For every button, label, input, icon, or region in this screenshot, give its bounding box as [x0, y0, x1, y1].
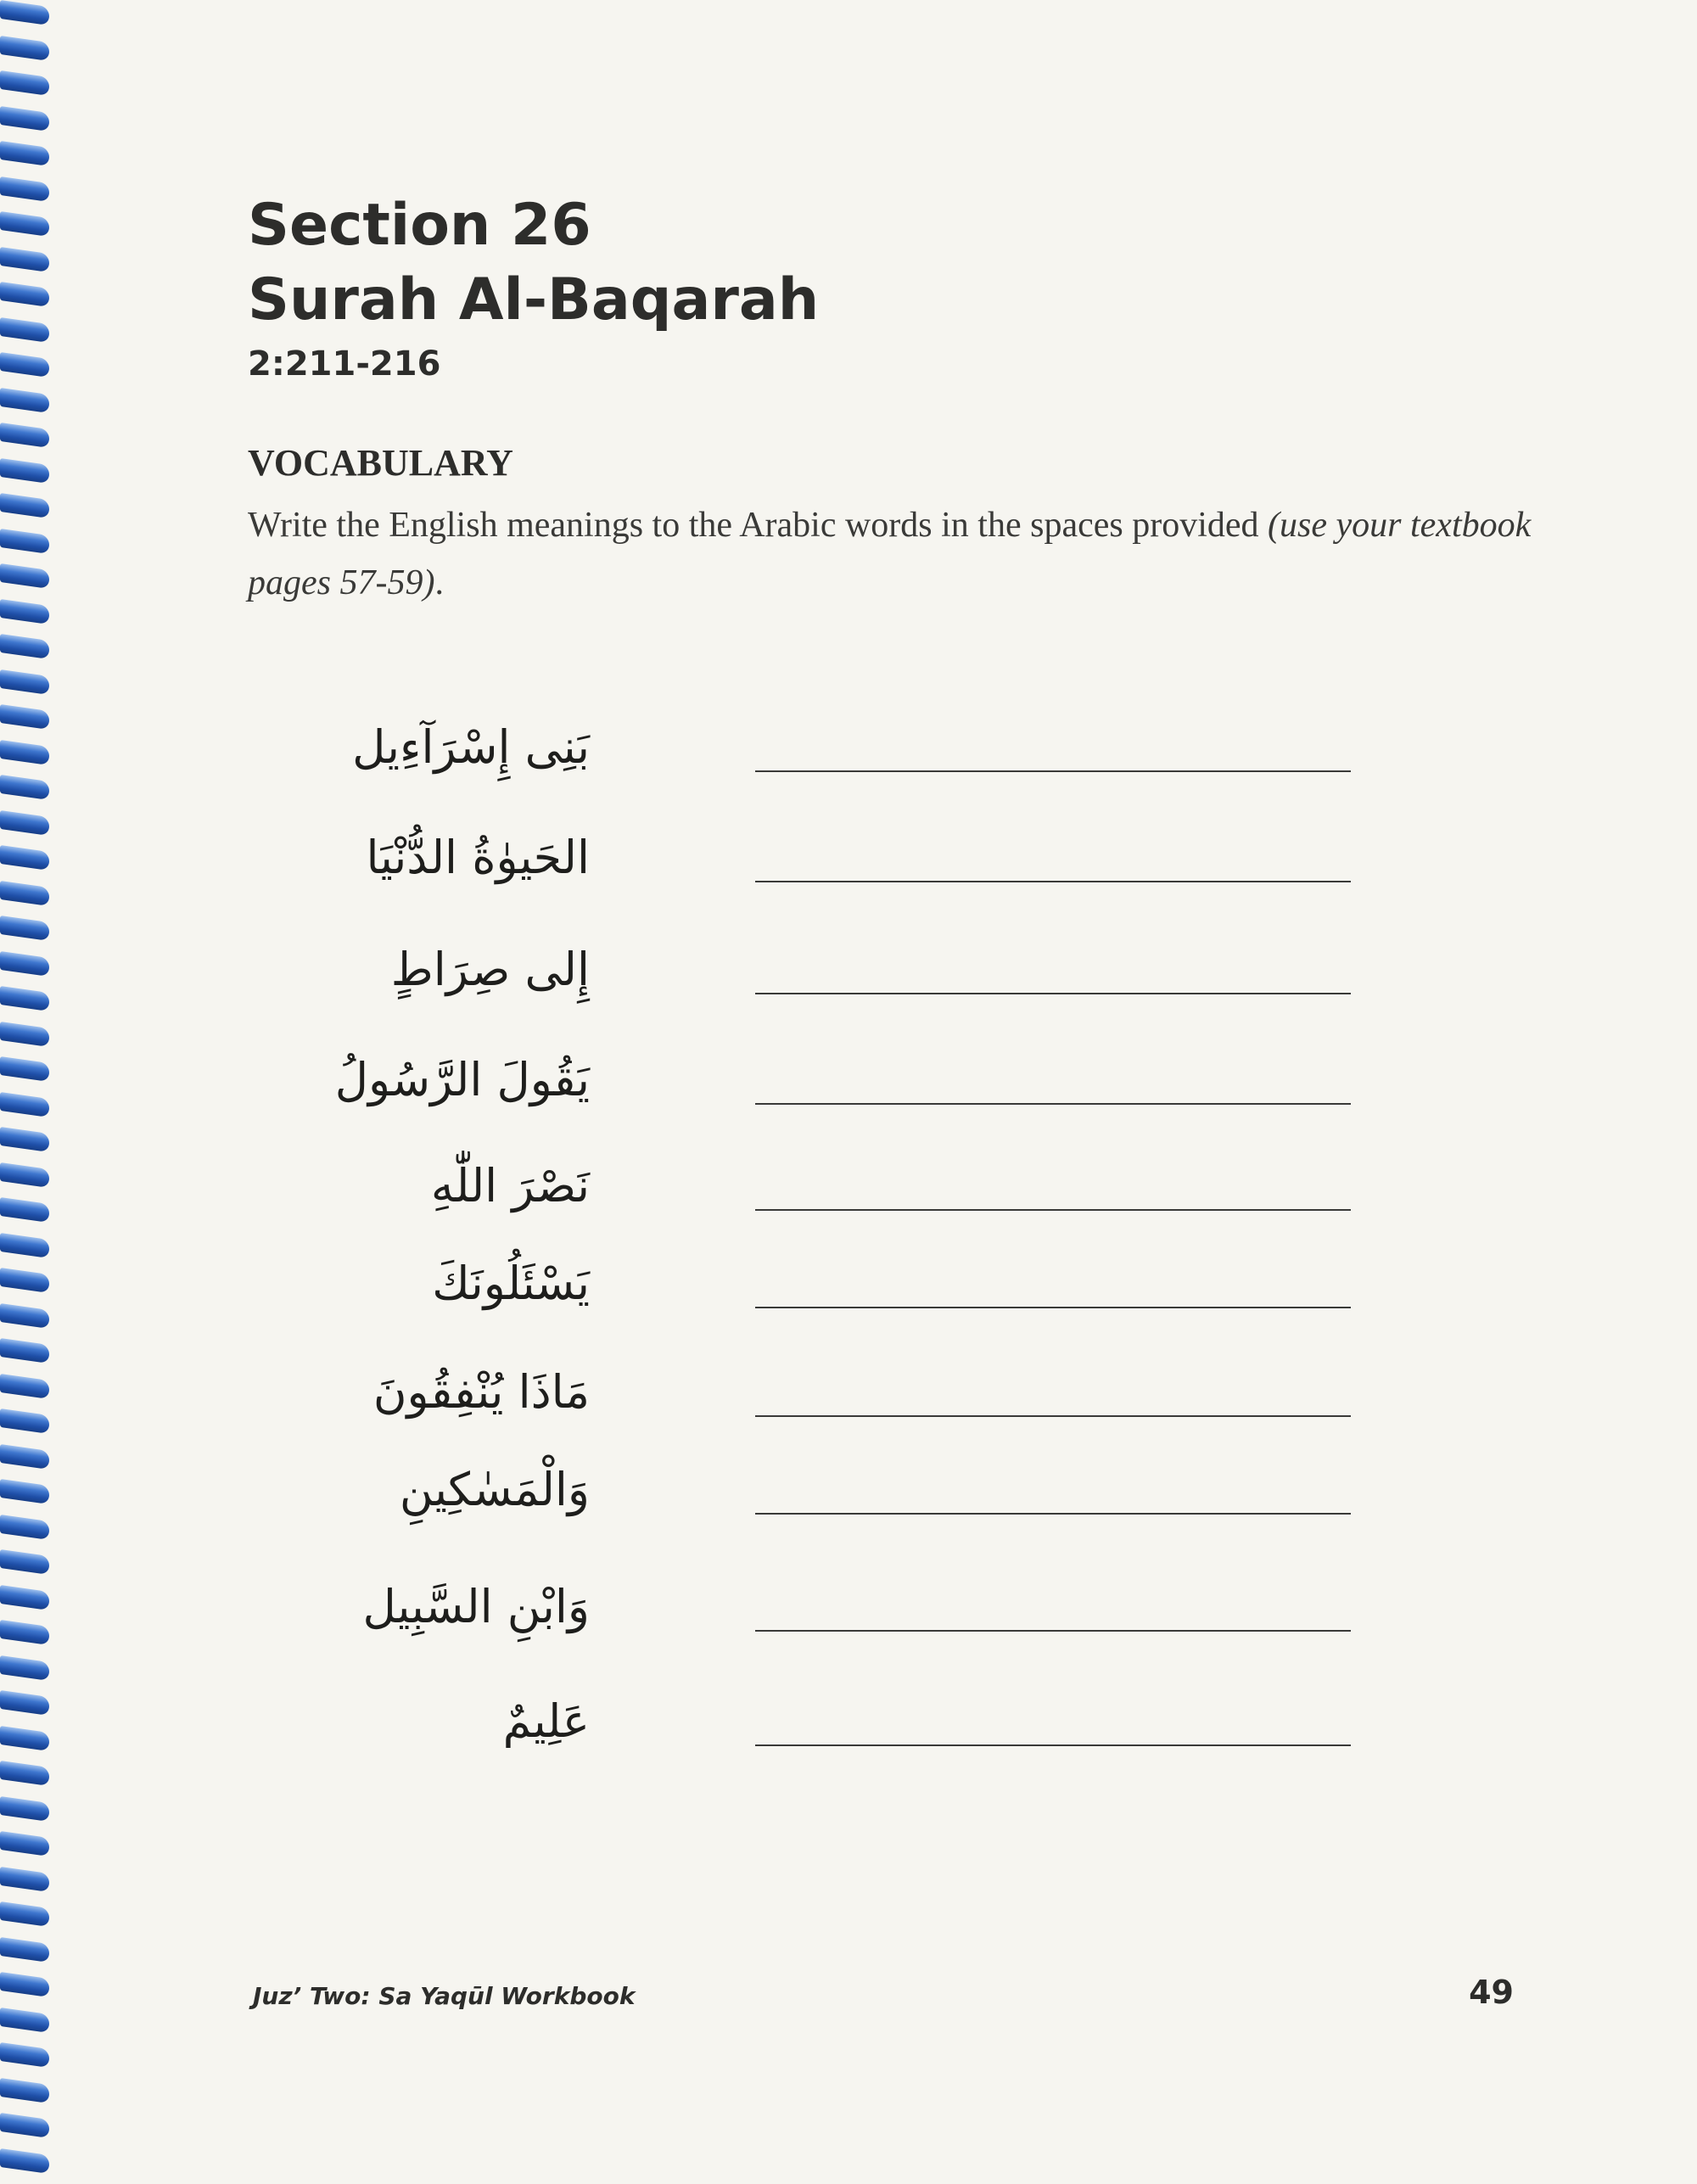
verse-reference: 2:211-216 — [248, 344, 441, 384]
arabic-word: يَسْئَلُونَكَ — [432, 1257, 590, 1310]
vocab-row — [0, 1341, 1697, 1442]
answer-line[interactable] — [755, 1415, 1351, 1417]
binding-coil — [0, 1866, 49, 1891]
binding-coil — [0, 2007, 49, 2032]
binding-coil — [0, 2042, 49, 2068]
binding-coil — [0, 105, 49, 131]
arabic-word: يَقُولَ الرَّسُولُ — [334, 1053, 590, 1106]
binding-coil — [0, 457, 49, 483]
binding-coil — [0, 387, 49, 412]
binding-coil — [0, 316, 49, 342]
binding-coil — [0, 0, 49, 25]
binding-coil — [0, 598, 49, 624]
vocab-row — [0, 1670, 1697, 1772]
binding-coil — [0, 669, 49, 694]
binding-coil — [0, 246, 49, 272]
footer-page-number: 49 — [1469, 1974, 1514, 2011]
answer-line[interactable] — [755, 1103, 1351, 1105]
binding-coil — [0, 2148, 49, 2173]
vocab-row — [0, 1438, 1697, 1540]
binding-coil — [0, 1795, 49, 1821]
binding-coil — [0, 70, 49, 96]
vocab-row — [0, 696, 1697, 798]
surah-title: Surah Al-Baqarah — [248, 266, 820, 333]
arabic-word: نَصْرَ اللّٰهِ — [430, 1159, 590, 1212]
vocab-row — [0, 918, 1697, 1020]
vocab-row — [0, 1555, 1697, 1657]
instructions-note: (use your textbook pages 57-59) — [248, 506, 1532, 602]
answer-line[interactable] — [755, 1209, 1351, 1211]
binding-coil — [0, 141, 49, 166]
instructions-text: Write the English meanings to the Arabic words in the spaces provided — [248, 506, 1269, 545]
binding-coil — [0, 634, 49, 659]
answer-line[interactable] — [755, 881, 1351, 882]
footer-book-title: Juz’ Two: Sa Yaqūl Workbook — [253, 1982, 636, 2010]
binding-coil — [0, 176, 49, 201]
vocabulary-instructions — [248, 496, 1537, 612]
vocab-row — [0, 1232, 1697, 1334]
arabic-word: إِلى صِرَاطٍ — [390, 943, 590, 996]
binding-coil — [0, 211, 49, 237]
binding-coil — [0, 352, 49, 378]
binding-coil — [0, 1972, 49, 1997]
answer-line[interactable] — [755, 993, 1351, 994]
answer-line[interactable] — [755, 1744, 1351, 1746]
binding-coil — [0, 1831, 49, 1856]
binding-coil — [0, 2077, 49, 2103]
arabic-word: وَابْنِ السَّبِيل — [362, 1580, 590, 1633]
vocab-row — [0, 1134, 1697, 1236]
binding-coil — [0, 1901, 49, 1927]
answer-line[interactable] — [755, 1307, 1351, 1308]
section-title: Section 26 — [248, 192, 591, 259]
arabic-word: عَلِيمٌ — [502, 1694, 590, 1748]
binding-coil — [0, 282, 49, 307]
arabic-word: مَاذَا يُنْفِقُونَ — [372, 1365, 590, 1419]
arabic-word: بَنِى إِسْرَآءِيل — [352, 720, 590, 774]
binding-coil — [0, 528, 49, 553]
binding-coil — [0, 2113, 49, 2138]
section-header — [248, 188, 819, 384]
arabic-word: وَالْمَسٰكِينِ — [399, 1463, 590, 1516]
vocabulary-heading: VOCABULARY — [248, 442, 513, 484]
arabic-word: الحَيوٰةُ الدُّنْيَا — [366, 831, 590, 884]
binding-coil — [0, 35, 49, 60]
binding-coil — [0, 423, 49, 448]
vocab-row — [0, 806, 1697, 908]
binding-coil — [0, 493, 49, 518]
answer-line[interactable] — [755, 1513, 1351, 1515]
answer-line[interactable] — [755, 1630, 1351, 1632]
binding-coil — [0, 1936, 49, 1962]
answer-line[interactable] — [755, 770, 1351, 772]
vocab-row — [0, 1028, 1697, 1130]
binding-coil — [0, 563, 49, 589]
instructions-period: . — [434, 563, 444, 602]
